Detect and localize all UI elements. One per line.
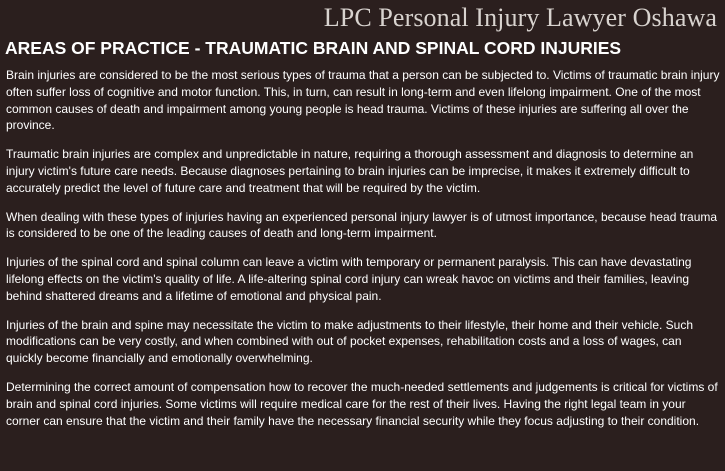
paragraph-compensation: Determining the correct amount of compensation how to recover the much-needed settlements and judgements is critical for victims of brain and spinal cord injuries. Some victims will require medical care for the rest of their lives. Having the right legal team in your corner can ensure that the victim and their family have the necessary financial security while they focus adjusting to their condition. [6, 379, 718, 428]
paragraph-adjustments: Injuries of the brain and spine may necessitate the victim to make adjustments to their lifestyle, their home and their vehicle. Such modifications can be very costly, and when combined with out of pocket expenses, rehabilitation costs and a loss of wages, can quickly become financially and emotionally overwhelming. [6, 317, 694, 366]
paragraph-experienced-lawyer: When dealing with these types of injuries having an experienced personal injury lawyer is of utmost importance, because head trauma is considered to be one of the leading causes of death and long-term impairment. [6, 209, 718, 241]
paragraph-spinal-cord: Injuries of the spinal cord and spinal column can leave a victim with temporary or permanent paralysis. This can have devastating lifelong effects on the victim's quality of life. A life-altering spinal cord injury can wreak havoc on victims and their families, leaving behind shattered dreams and a lifetime of emotional and physical pain. [6, 255, 692, 303]
article-body [6, 67, 720, 441]
page-heading: AREAS OF PRACTICE - TRAUMATIC BRAIN AND SPINAL CORD INJURIES [5, 38, 622, 58]
paragraph-complex-nature: Traumatic brain injuries are complex and unpredictable in nature, requiring a thorough assessment and diagnosis to determine an injury victim's future care needs. Because diagnoses pertaining to brain injuries can be imprecise, it makes it extremely difficult to accurately predict the level of future care and treatment that will be required by the victim. [6, 147, 694, 195]
paragraph-brain-injuries-intro: Brain injuries are considered to be the most serious types of trauma that a person can be subjected to. Victims of traumatic brain injury often suffer loss of cognitive and motor function. This, in turn, can result in long-term and even lifelong impairment. One of the most common causes of death and impairment among young people is head trauma. Victims of these injuries are suffering all over the province. [6, 68, 720, 133]
site-title: LPC Personal Injury Lawyer Oshawa [323, 3, 717, 32]
